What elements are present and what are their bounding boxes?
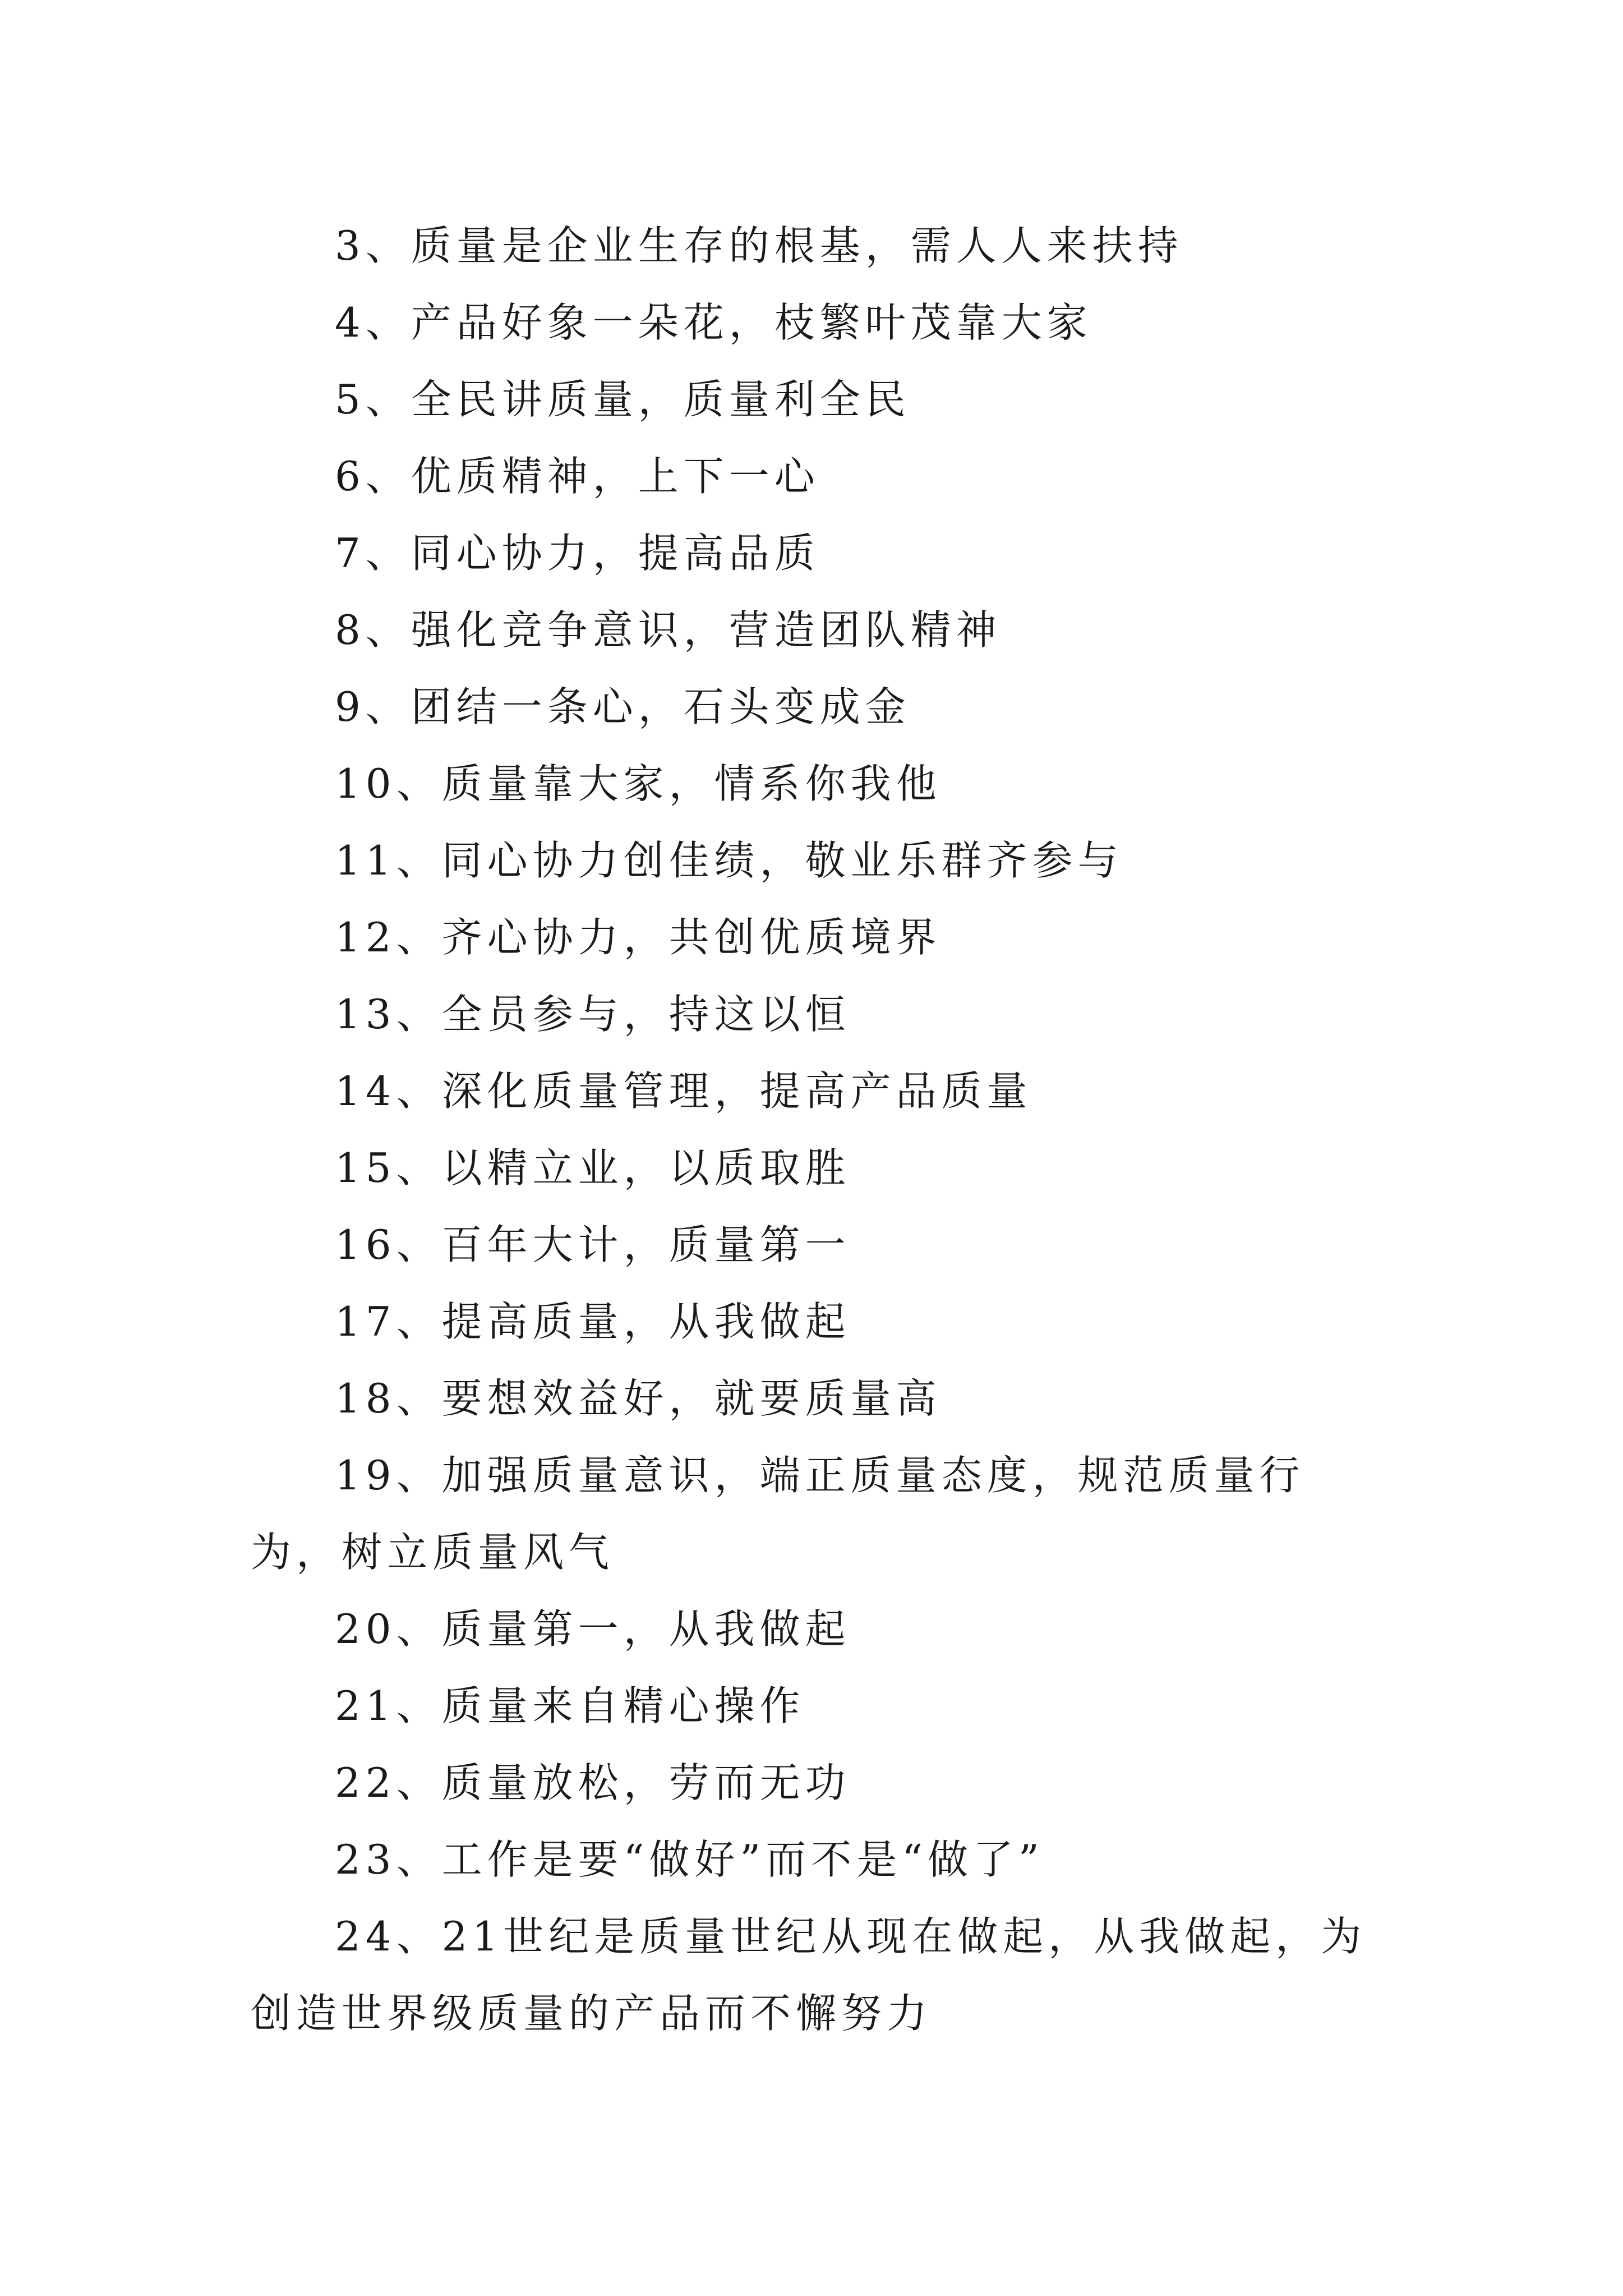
slogan-item: 12、齐心协力，共创优质境界: [335, 914, 942, 961]
slogan-item: 10、质量靠大家，情系你我他: [335, 760, 942, 807]
slogan-item: 21、质量来自精心操作: [335, 1682, 805, 1729]
slogan-item: 22、质量放松，劳而无功: [335, 1759, 851, 1806]
slogan-item: 11、同心协力创佳绩，敬业乐群齐参与: [335, 837, 1123, 884]
slogan-item: 18、要想效益好，就要质量高: [335, 1375, 942, 1422]
slogan-item: 24、21世纪是质量世纪从现在做起，从我做起，为创造世界级质量的产品而不懈努力: [251, 1913, 1367, 2037]
slogan-item: 7、同心协力，提高品质: [335, 530, 820, 577]
slogan-item: 4、产品好象一朵花，枝繁叶茂靠大家: [335, 299, 1092, 346]
slogan-item: 5、全民讲质量，质量利全民: [335, 376, 911, 423]
slogan-item: 17、提高质量，从我做起: [335, 1298, 851, 1345]
slogan-item: 23、工作是要“做好”而不是“做了”: [335, 1836, 1044, 1883]
slogan-item: 19、加强质量意识，端正质量态度，规范质量行为，树立质量风气: [251, 1452, 1305, 1576]
slogan-item: 20、质量第一，从我做起: [335, 1605, 851, 1653]
slogan-item: 6、优质精神，上下一心: [335, 453, 820, 500]
slogan-item: 15、以精立业，以质取胜: [335, 1144, 851, 1191]
slogan-item: 13、全员参与，持这以恒: [335, 991, 851, 1038]
slogan-item: 16、百年大计，质量第一: [335, 1221, 851, 1268]
slogan-item: 14、深化质量管理，提高产品质量: [335, 1068, 1032, 1115]
slogan-item: 9、团结一条心，石头变成金: [335, 683, 911, 730]
slogan-item: 8、强化竞争意识，营造团队精神: [335, 606, 1002, 654]
slogan-item: 3、质量是企业生存的根基，需人人来扶持: [335, 222, 1183, 269]
slogan-list: [251, 208, 1389, 2052]
